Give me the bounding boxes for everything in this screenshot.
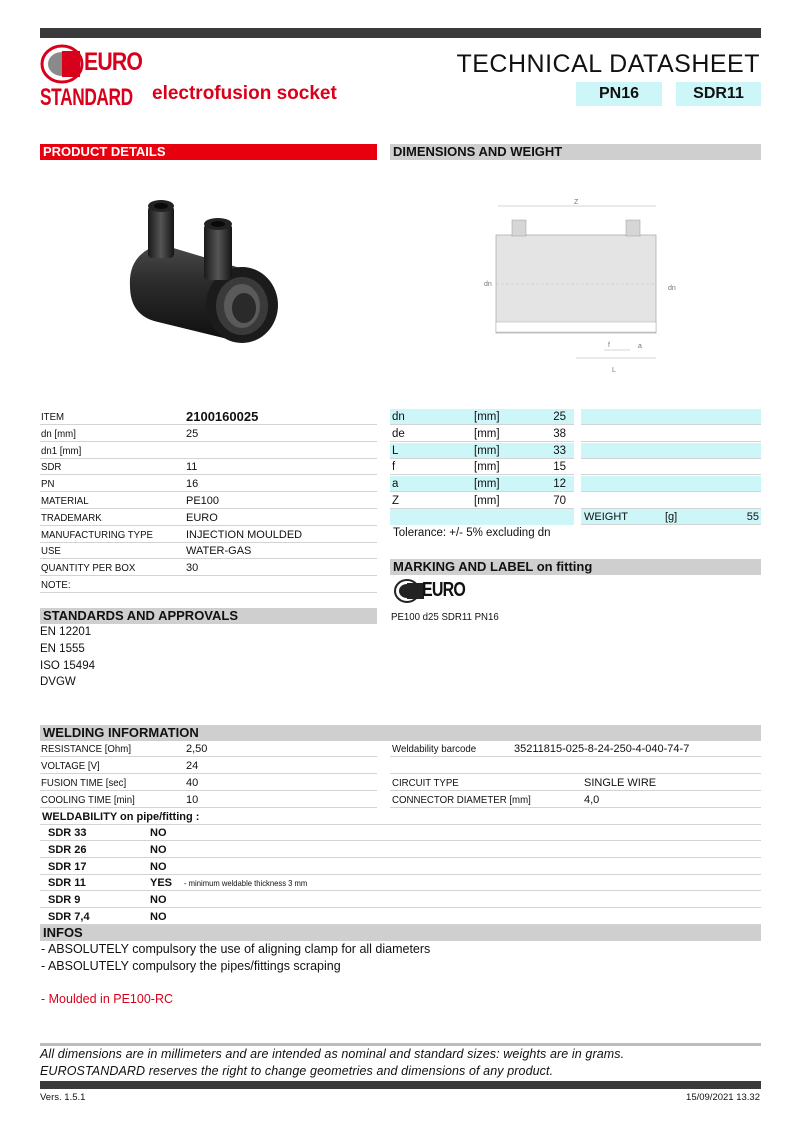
weldability-row [40, 825, 761, 841]
product-row-label: SDR [41, 461, 62, 474]
welding-row-label: COOLING TIME [min] [41, 794, 135, 806]
product-row-label: NOTE: [41, 579, 71, 591]
product-row-value: 30 [186, 562, 199, 575]
weldability-title: WELDABILITY on pipe/fitting : [42, 811, 200, 823]
dimension-row [390, 443, 574, 459]
standard-item: EN 1555 [40, 642, 85, 655]
weldability-value: NO [150, 911, 167, 923]
product-row-label: USE [41, 545, 61, 558]
tolerance-note: Tolerance: +/- 5% excluding dn [393, 527, 551, 539]
dimension-value: 25 [553, 411, 566, 423]
weldability-row [40, 875, 761, 891]
standard-item: ISO 15494 [40, 659, 95, 672]
section-dimensions-weight: DIMENSIONS AND WEIGHT [390, 144, 761, 160]
standard-item: EN 12201 [40, 626, 92, 638]
weldability-sdr: SDR 26 [48, 843, 87, 856]
info-red-line: - Moulded in PE100-RC [41, 992, 174, 1006]
section-welding: WELDING INFORMATION [40, 725, 761, 741]
dimension-name: f [392, 461, 396, 474]
barcode-value: 35211815-025-8-24-250-4-040-74-7 [514, 743, 690, 755]
welding-row [40, 741, 377, 757]
product-row-label: MANUFACTURING TYPE [41, 528, 153, 541]
top-bar [40, 28, 761, 38]
dimension-row [390, 493, 574, 509]
welding-row-value: 40 [186, 777, 199, 789]
product-row-label: QUANTITY PER BOX [41, 562, 136, 575]
barcode-label: Weldability barcode [392, 743, 477, 755]
footer-line-1: All dimensions are in millimeters and are intended as nominal and standard sizes: weights are in grams. [40, 1047, 625, 1061]
barcode-row [390, 741, 761, 757]
brand-bottom-text: STANDARD [40, 84, 133, 111]
dimension-empty-cell [581, 459, 761, 475]
product-name: electrofusion socket [152, 83, 337, 104]
weldability-value: YES [150, 877, 173, 890]
dimension-unit: [mm] [474, 411, 500, 423]
connector-label: CONNECTOR DIAMETER [mm] [392, 794, 531, 806]
drawing-label-dn-right: dn [668, 285, 676, 292]
weldability-row [40, 892, 761, 908]
section-infos: INFOS [40, 925, 761, 941]
dimension-value: 12 [553, 478, 566, 491]
welding-row-value: 2,50 [186, 743, 208, 755]
weldability-sdr: SDR 9 [48, 894, 81, 907]
dimension-unit: [mm] [474, 444, 500, 457]
weldability-value: NO [150, 894, 167, 907]
dimension-row [390, 426, 574, 442]
product-row-label: dn1 [mm] [41, 444, 82, 457]
drawing-label-l: L [612, 367, 616, 374]
product-row [40, 493, 377, 509]
dimension-value: 70 [553, 495, 566, 507]
product-image [120, 196, 290, 346]
marking-logo-text: EURO [422, 579, 466, 601]
drawing-label-dn: dn [484, 281, 492, 288]
dimensions-empty-row [390, 509, 574, 525]
dimension-empty-cell [581, 443, 761, 459]
welding-row-value: 24 [186, 760, 199, 772]
dimension-empty-cell [581, 476, 761, 492]
weldability-sdr: SDR 11 [48, 877, 86, 890]
welding-row [40, 792, 377, 808]
weight-label: WEIGHT [584, 511, 628, 523]
section-product-details: PRODUCT DETAILS [40, 144, 377, 160]
product-row-value: EURO [186, 511, 218, 524]
dimension-name: L [392, 444, 399, 457]
welding-row-value: 10 [186, 794, 199, 806]
dimension-unit: [mm] [474, 461, 500, 474]
product-row-label: MATERIAL [41, 495, 89, 507]
info-line-2: - ABSOLUTELY compulsory the pipes/fittings scraping [41, 959, 341, 973]
footer-line-2: EUROSTANDARD reserves the right to change geometries and dimensions of any product. [40, 1064, 554, 1078]
weldability-row [40, 859, 761, 875]
product-row [40, 476, 377, 492]
welding-row [40, 758, 377, 774]
product-row-value: 2100160025 [186, 409, 259, 424]
weldability-note: - minimum weldable thickness 3 mm [184, 878, 308, 889]
bottom-bar [40, 1081, 761, 1089]
product-row [40, 443, 377, 459]
weldability-value: NO [150, 860, 167, 873]
drawing-label-f: f [608, 342, 610, 349]
euro-marking-icon [394, 578, 424, 604]
product-row-value: 11 [186, 461, 198, 474]
circuit-label: CIRCUIT TYPE [392, 777, 459, 789]
welding-row-label: RESISTANCE [Ohm] [41, 743, 132, 755]
dimension-row [390, 459, 574, 475]
weldability-row [40, 842, 761, 858]
brand-top-text: EURO [84, 48, 142, 76]
section-marking: MARKING AND LABEL on fitting [390, 559, 761, 575]
badge-pn: PN16 [576, 82, 662, 106]
product-row [40, 459, 377, 475]
welding-row-label: VOLTAGE [V] [41, 760, 100, 772]
dimension-row [390, 409, 574, 425]
connector-value: 4,0 [584, 794, 600, 806]
dimension-unit: [mm] [474, 478, 500, 491]
connector-row [390, 792, 761, 808]
weldability-sdr: SDR 7,4 [48, 911, 90, 923]
dimension-value: 15 [553, 461, 566, 474]
welding-row [40, 775, 377, 791]
dimension-unit: [mm] [474, 495, 500, 507]
badge-sdr: SDR11 [676, 82, 761, 106]
dimension-name: dn [392, 411, 405, 423]
weight-row [581, 509, 761, 525]
dimension-value: 33 [553, 444, 566, 457]
welding-row-label: FUSION TIME [sec] [41, 777, 127, 789]
dimension-empty-cell [581, 493, 761, 509]
footer-version: Vers. 1.5.1 [40, 1092, 86, 1103]
product-row-value: WATER-GAS [186, 545, 252, 558]
dimension-row [390, 476, 574, 492]
product-row [40, 543, 377, 559]
dimension-empty-cell [581, 409, 761, 425]
product-row-label: dn [mm] [41, 427, 76, 440]
product-row-value: 16 [186, 478, 199, 491]
product-row-value: 25 [186, 427, 199, 440]
dimension-name: Z [392, 495, 400, 507]
eurostandard-logo [40, 44, 142, 112]
product-row-label: TRADEMARK [41, 511, 102, 524]
product-row-value: PE100 [186, 495, 220, 507]
product-row [40, 527, 377, 543]
product-row [40, 560, 377, 576]
footer-rule [40, 1043, 761, 1046]
product-row [40, 426, 377, 442]
product-row [40, 510, 377, 526]
product-row [40, 577, 377, 593]
marking-text: PE100 d25 SDR11 PN16 [391, 611, 499, 623]
product-row-label: ITEM [41, 411, 65, 423]
weldability-value: NO [150, 827, 167, 839]
marking-logo [394, 578, 466, 604]
weight-value: 55 [746, 511, 759, 523]
product-row-label: PN [41, 478, 55, 491]
section-standards: STANDARDS AND APPROVALS [40, 608, 377, 624]
dimension-name: de [392, 427, 405, 440]
weldability-sdr: SDR 33 [48, 827, 87, 839]
blank-row [390, 758, 761, 774]
circuit-row [390, 775, 761, 791]
drawing-label-a: a [638, 343, 642, 350]
weldability-row [40, 909, 761, 925]
weldability-heading [40, 809, 761, 825]
dimension-unit: [mm] [474, 427, 500, 440]
dimension-value: 38 [553, 427, 566, 440]
dimension-name: a [392, 478, 399, 491]
info-line-1: - ABSOLUTELY compulsory the use of aligning clamp for all diameters [41, 942, 431, 956]
dimension-empty-cell [581, 426, 761, 442]
weldability-sdr: SDR 17 [48, 860, 87, 873]
weight-unit: [g] [665, 511, 678, 523]
weldability-value: NO [150, 843, 167, 856]
footer-date: 15/09/2021 13.32 [686, 1092, 760, 1103]
dimension-drawing [480, 190, 690, 380]
product-row [40, 409, 377, 425]
drawing-label-z: Z [574, 199, 579, 206]
page-title: TECHNICAL DATASHEET [456, 50, 760, 78]
circuit-value: SINGLE WIRE [584, 777, 657, 789]
standard-item: DVGW [40, 676, 76, 689]
product-row-value: INJECTION MOULDED [186, 528, 303, 541]
